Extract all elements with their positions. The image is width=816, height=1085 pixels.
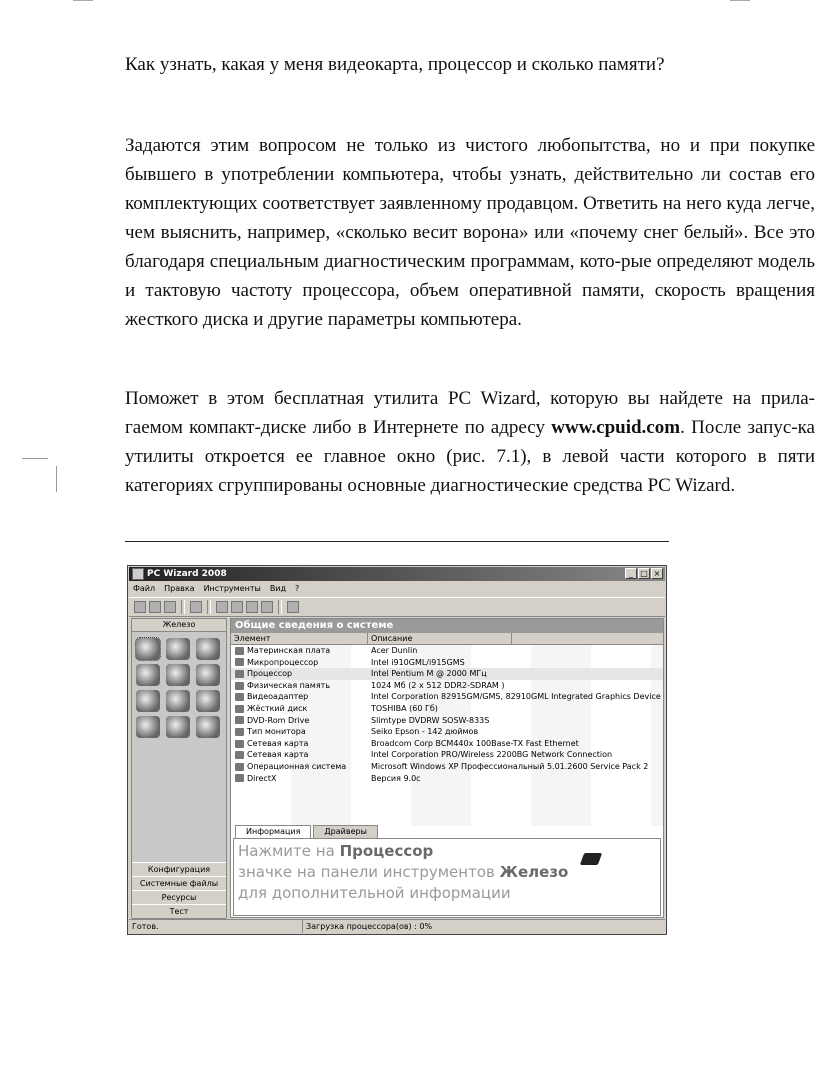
settings-icon[interactable]: [261, 601, 273, 613]
menu-bar: [129, 582, 665, 595]
menu-view[interactable]: Вид: [269, 584, 287, 593]
network-icon[interactable]: [166, 690, 190, 712]
question-heading: Как узнать, какая у меня видеокарта, процессор и сколько памяти?: [125, 54, 665, 75]
row-element: Тип монитора: [247, 727, 306, 737]
monitor-icon: [235, 728, 244, 736]
processor-icon[interactable]: [196, 638, 220, 660]
system-summary-table: [231, 645, 663, 826]
table-row[interactable]: [231, 738, 663, 750]
table-row[interactable]: [231, 761, 663, 773]
row-description: Slimtype DVDRW SOSW-833S: [371, 715, 490, 725]
toolbar-separator: [207, 600, 211, 614]
info-text: значке на панели инструментов: [238, 863, 500, 881]
search-icon[interactable]: [216, 601, 228, 613]
row-element: Сетевая карта: [247, 738, 309, 748]
hardware-icon-grid: [132, 632, 226, 744]
minimize-button[interactable]: _: [625, 568, 637, 579]
hardware-icon[interactable]: [231, 601, 243, 613]
paragraph-text: . После запус-ка утилиты откроется ее главное окно (рис. 7.1), в левой части которого в пяти категориях сгруппированы основные диагностические средства PC Wizard.: [125, 417, 815, 496]
column-element[interactable]: Элемент: [231, 633, 368, 644]
row-description: Broadcom Corp BCM440x 100Base-TX Fast Ethernet: [371, 738, 579, 748]
info-text-bold: Железо: [499, 863, 569, 881]
hard-disk-icon: [235, 705, 244, 713]
pc-wizard-window: [127, 565, 667, 935]
computer-icon[interactable]: [136, 638, 160, 660]
maximize-button[interactable]: □: [638, 568, 650, 579]
paragraph-text: Поможет в этом бесплатная утилита PC Wizard, которую вы найдете на прила-гаемом компакт-диске либо в Интернете по адресу: [125, 388, 815, 438]
row-element: Микропроцессор: [247, 657, 319, 667]
row-element: DVD-Rom Drive: [247, 715, 310, 725]
category-panel: [131, 618, 227, 918]
row-description: Intel Pentium M @ 2000 МГц: [371, 669, 487, 679]
paragraph-utility: [125, 384, 815, 500]
row-element: Материнская плата: [247, 646, 331, 655]
horizontal-rule: [125, 541, 669, 542]
os-icon: [235, 763, 244, 771]
row-element: Физическая память: [247, 680, 331, 690]
title-bar[interactable]: [129, 567, 665, 581]
close-button[interactable]: ×: [651, 568, 663, 579]
row-description: Microsoft Windows XP Профессиональный 5.01.2600 Service Pack 2: [371, 761, 649, 771]
network-card-icon: [235, 751, 244, 759]
internet-icon[interactable]: [136, 716, 160, 738]
row-description: 1024 Мб (2 x 512 DDR2-SDRAM ): [371, 680, 505, 690]
row-description: TOSHIBA (60 Гб): [371, 703, 438, 713]
directx-icon: [235, 774, 244, 782]
window-title: PC Wizard 2008: [147, 569, 227, 579]
row-description: Acer Dunlin: [371, 646, 418, 655]
motherboard-icon[interactable]: [166, 638, 190, 660]
info-box: [233, 838, 661, 916]
paragraph-intro: Задаются этим вопросом не только из чистого любопытства, но и при покупке бывшего в употреблении компьютера, чтобы узнать, действительно ли состав его комплектующих соответствует заявленному продавцом. Ответить на него куда легче, чем выяснить, например, «сколько весит ворона» или «почему снег белый». Все это благодаря специальным диагностическим программам, кото-рые определяют модель и тактовую частоту процессора, объем оперативной памяти, скорость вращения жесткого диска и другие параметры компьютера.: [125, 135, 815, 330]
panel-title: Общие сведения о системе: [231, 619, 663, 633]
memory-icon: [235, 682, 244, 690]
menu-file[interactable]: Файл: [133, 584, 156, 593]
table-row[interactable]: [231, 749, 663, 761]
row-description: Intel i910GML/i915GMS: [371, 657, 465, 667]
page-corner-mark-left: [73, 0, 93, 1]
tab-information[interactable]: Информация: [235, 825, 311, 838]
app-icon: [132, 568, 144, 580]
margin-mark: [22, 458, 48, 459]
toolbar: [129, 597, 665, 617]
category-resources[interactable]: Ресурсы: [132, 890, 226, 905]
row-description: Seiko Epson - 142 дюймов: [371, 727, 479, 737]
table-header: [231, 633, 663, 645]
details-panel: [230, 618, 664, 918]
network-card-icon: [235, 740, 244, 748]
ports-icon[interactable]: [166, 664, 190, 686]
info-tabs: [235, 825, 378, 838]
toolbar-separator: [278, 600, 282, 614]
margin-mark: [56, 466, 57, 492]
processor-icon: [235, 670, 244, 678]
category-system-files[interactable]: Системные файлы: [132, 876, 226, 891]
row-element: Жёсткий диск: [247, 703, 308, 713]
info-line-2: [238, 862, 656, 883]
row-description: Версия 9.0c: [371, 773, 421, 783]
tab-drivers[interactable]: Драйверы: [313, 825, 377, 838]
table-row[interactable]: [231, 645, 663, 657]
toolbar-separator: [181, 600, 185, 614]
row-element: Операционная система: [247, 761, 347, 771]
drives-icon[interactable]: [196, 664, 220, 686]
info-text: Нажмите на: [238, 842, 340, 860]
print-icon[interactable]: [190, 601, 202, 613]
table-row[interactable]: [231, 715, 663, 727]
page-corner-mark-right: [730, 0, 750, 1]
printer-icon[interactable]: [136, 690, 160, 712]
row-element: Видеоадаптер: [247, 692, 309, 702]
chipset-icon: [235, 658, 244, 666]
cut-icon[interactable]: [149, 601, 161, 613]
website-link[interactable]: www.cpuid.com: [551, 417, 681, 438]
status-ready: Готов.: [129, 920, 303, 933]
chip-icon[interactable]: [246, 601, 258, 613]
audio-icon[interactable]: [196, 690, 220, 712]
motherboard-icon: [235, 647, 244, 655]
save-icon[interactable]: [134, 601, 146, 613]
status-bar: [129, 919, 665, 933]
menu-help[interactable]: ?: [295, 584, 300, 593]
row-description: Intel Corporation PRO/Wireless 2200BG Network Connection: [371, 750, 613, 760]
category-test[interactable]: Тест: [132, 904, 226, 919]
menu-tools[interactable]: Инструменты: [203, 584, 261, 593]
table-row[interactable]: [231, 657, 663, 669]
video-adapter-icon: [235, 693, 244, 701]
monitor-icon[interactable]: [136, 664, 160, 686]
row-element: DirectX: [247, 773, 277, 783]
home-icon[interactable]: [287, 601, 299, 613]
dvd-drive-icon: [235, 716, 244, 724]
document-body: [125, 50, 815, 500]
info-text-bold: Процессор: [339, 842, 434, 860]
row-element: Процессор: [247, 669, 293, 679]
table-row[interactable]: [231, 726, 663, 738]
directx-icon[interactable]: [196, 716, 220, 738]
status-cpu-load: Загрузка процессора(ов) : 0%: [306, 922, 433, 931]
devices-icon[interactable]: [166, 716, 190, 738]
table-row[interactable]: [231, 773, 663, 785]
copy-icon[interactable]: [164, 601, 176, 613]
menu-edit[interactable]: Правка: [164, 584, 195, 593]
category-header-hardware[interactable]: Железо: [132, 619, 226, 632]
category-configuration[interactable]: Конфигурация: [132, 862, 226, 877]
info-line-3: для дополнительной информации: [238, 884, 511, 902]
table-row[interactable]: [231, 680, 663, 692]
row-description: Intel Corporation 82915GM/GMS, 82910GML Integrated Graphics Device: [371, 692, 661, 702]
column-description[interactable]: Описание: [368, 633, 512, 644]
table-row[interactable]: [231, 691, 663, 703]
table-row[interactable]: [231, 703, 663, 715]
table-row[interactable]: [231, 668, 663, 680]
row-element: Сетевая карта: [247, 750, 309, 760]
